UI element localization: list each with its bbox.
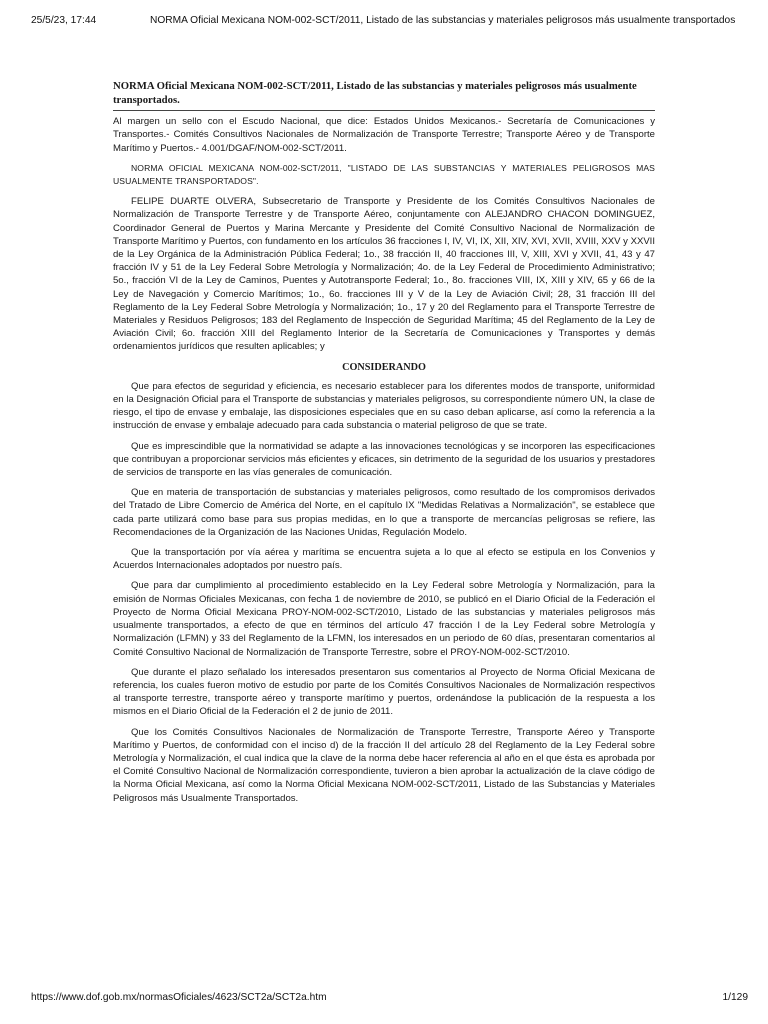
paragraph-considerando-1: Que para efectos de seguridad y eficiencia, es necesario establecer para los diferentes modos de transporte, uniformidad en la Designación Oficial para el Transporte de substancias y materiales peligrosos, su correspondiente número UN, la clase de riesgo, el tipo de envase y embalaje, las disposiciones especiales que en su caso deban aplicarse, así como la referencia a la instrucción de envase y embalaje adecuado para cada substancia o material peligroso de que se trate.: [113, 380, 655, 432]
paragraph-sello: Al margen un sello con el Escudo Nacional, que dice: Estados Unidos Mexicanos.- Secretaría de Comunicaciones y Transportes.- Comités Consultivos Nacionales de Normalización de Transporte Terrestre; Transporte Aéreo y de Transporte Marítimo y Puertos.- 4.001/DGAF/NOM-002-SCT/2011.: [113, 116, 655, 154]
paragraph-fundamento: FELIPE DUARTE OLVERA, Subsecretario de Transporte y Presidente de los Comités Consultivos Nacionales de Normalización de Transporte Terrestre y de Transporte Aéreo, conjuntamente con ALEJANDRO CHACON DOMINGUEZ, Coordinador General de Puertos y Marina Mercante y Presidente del Comité Consultivo Nacional de Normalización de Transporte Marítimo y Puertos, con fundamento en los artículos 36 fracciones I, IV, VI, IX, XII, XIV, XVI, XVII, XVIII, XXV y XXVII de la Ley Orgánica de la Administración Pública Federal; 1o., 38 fracción II, 40 fracciones III, V, XIII, XVI y XVII, 41, 43 y 47 fracción IV y 51 de la Ley Federal Sobre Metrología y Normalización; 4o. de la Ley Federal de Procedimiento Administrativo; 5o., fracción VI de la Ley de Caminos, Puentes y Autotransporte Federal; 1o., 8o. fracciones VIII, IX, XIII y XIV, 65 y 66 de la Ley de Navegación y Comercio Marítimos; 1o., 6o. fracciones III y V de la Ley de Aviación Civil; 28, 31 fracción III del Reglamento de la Ley Federal Sobre Metrología y Normalización; 1o., 17 y 20 del Reglamento para el Transporte Terrestre de Materiales y Residuos Peligrosos; 183 del Reglamento de Inspección de Seguridad Marítima; 45 del Reglamento de la Ley de Aviación Civil; 6o. fracción XIII del Reglamento Interior de la Secretaría de Comunicaciones y Transportes y demás ordenamientos jurídicos que resulten aplicables; y: [113, 196, 655, 353]
paragraph-considerando-2: Que es imprescindible que la normatividad se adapte a las innovaciones tecnológicas y se incorporen las especificaciones que contribuyan a proporcionar servicios más eficientes y eficaces, sin detrimento de la seguridad de los usuarios y prestadores de servicios de transporte en las vías generales de comunicación.: [113, 440, 655, 479]
section-heading-considerando: CONSIDERANDO: [342, 361, 426, 373]
print-header: [31, 15, 748, 31]
document-title: NORMA Oficial Mexicana NOM-002-SCT/2011, Listado de las substancias y materiales peligrosos más usualmente transportados.: [113, 80, 655, 111]
print-date: 25/5/23, 17:44: [31, 15, 97, 26]
paragraph-considerando-6: Que durante el plazo señalado los interesados presentaron sus comentarios al Proyecto de Norma Oficial Mexicana de referencia, los cuales fueron motivo de estudio por parte de los Comités Consultivos Nacionales de Normalización respectivos al transporte terrestre, transporte aéreo y transporte marítimo y puertos, ordenándose la publicación de la respuesta a los mismos en el Diario Oficial de la Federación el 2 de junio de 2011.: [113, 666, 655, 718]
print-page-title: NORMA Oficial Mexicana NOM-002-SCT/2011, Listado de las substancias y materiales peligrosos más usualmente transportados: [150, 15, 736, 26]
paragraph-considerando-3: Que en materia de transportación de substancias y materiales peligrosos, como resultado de los compromisos derivados del Tratado de Libre Comercio de América del Norte, en el capítulo IX "Medidas Relativas a Normalización", se establece que cada parte utilizará como base para sus propias medidas, en lo que a transporte de mercancías peligrosas se refiere, las Recomendaciones de la Organización de las Naciones Unidas, Regulación Modelo.: [113, 487, 655, 538]
document-body: [113, 80, 655, 812]
paragraph-considerando-4: Que la transportación por vía aérea y marítima se encuentra sujeta a lo que al efecto se estipula en los Convenios y Acuerdos Internacionales adoptados por nuestro país.: [113, 547, 655, 572]
print-url: https://www.dof.gob.mx/normasOficiales/4623/SCT2a/SCT2a.htm: [31, 992, 327, 1003]
paragraph-considerando-5: Que para dar cumplimiento al procedimiento establecido en la Ley Federal sobre Metrología y Normalización, para la emisión de Normas Oficiales Mexicanas, con fecha 1 de noviembre de 2010, se publicó en el Diario Oficial de la Federación el Proyecto de Norma Oficial Mexicana PROY-NOM-002-SCT/2010, Listado de las substancias y materiales peligrosos más usualmente transportados, a efecto de que en términos del artículo 47 fracción I de la Ley Federal sobre Metrología y Normalización (LFMN) y 33 del Reglamento de la LFMN, los interesados en un periodo de 60 días, presentaran comentarios al Comité Consultivo Nacional de Normalización de Transporte Terrestre, sobre el PROY-NOM-002-SCT/2010.: [113, 580, 655, 658]
print-footer: [31, 992, 748, 1008]
paragraph-considerando-7: Que los Comités Consultivos Nacionales de Normalización de Transporte Terrestre, Transporte Aéreo y Transporte Marítimo y Puertos, de conformidad con el inciso d) de la fracción II del artículo 28 del Reglamento de la Ley Federal sobre Metrología y Normalización, el cual indica que la clave de la norma debe hacer referencia al año en el que ésta es aprobada por el Comité Consultivo Nacional de Normalización correspondiente, tuvieron a bien aprobar la actualización de la clave código de la Norma Oficial Mexicana, así como la Norma Oficial Mexicana NOM-002-SCT/2011, Listado de las Substancias y Materiales Peligrosos más Usualmente Transportados.: [113, 726, 655, 804]
paragraph-norma-heading: NORMA OFICIAL MEXICANA NOM-002-SCT/2011, "LISTADO DE LAS SUBSTANCIAS Y MATERIALES PELIGROSOS MAS USUALMENTE TRANSPORTADOS".: [113, 162, 655, 186]
print-page-number: 1/129: [722, 992, 748, 1003]
